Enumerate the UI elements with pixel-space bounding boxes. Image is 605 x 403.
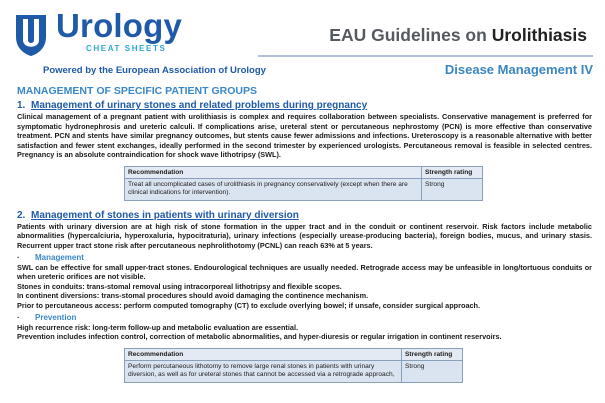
strength-cell: Strong	[422, 178, 483, 200]
table-header-row	[125, 166, 483, 178]
section-1-number: 1.	[17, 100, 26, 111]
recommendation-column-header: Recommendation	[125, 166, 422, 178]
management-label: Management	[35, 252, 84, 262]
section-2-number: 2.	[17, 209, 26, 221]
strength-column-header: Strength rating	[402, 348, 463, 360]
strength-cell: Strong	[402, 360, 463, 382]
section-1-title: Management of urinary stones and related problems during pregnancy	[31, 100, 368, 111]
strength-column-header: Strength rating	[422, 166, 483, 178]
section-1-recommendation-table	[124, 166, 483, 201]
prevention-label: Prevention	[35, 312, 77, 322]
table-row	[125, 178, 483, 200]
guideline-title	[329, 25, 587, 46]
section-2-paragraph: Patients with urinary diversion are at high risk of stone formation in the upper tract and in the conduit or continent reservoir. Risk factors include metabolic abnormalities (hypercalciuria, hyperoxaluria, hypocitraturia), urinary infections (especially urease-producing bacteria), foreign bodies, mucus, and urinary stasis. Recurrent upper tract stone risk after percutaneous nephrolithotomy (PCNL) can reach 63% at 5 years.	[17, 221, 592, 250]
main-content	[17, 85, 592, 391]
main-heading: MANAGEMENT OF SPECIFIC PATIENT GROUPS	[17, 85, 257, 97]
management-line: Stones in conduits: trans-stomal removal using intracorporeal lithotripsy and flexible scopes.	[17, 281, 342, 291]
logo-title: Urology	[56, 7, 183, 44]
management-line: In continent diversions: trans-stomal procedures should avoid damaging the continence mechanism.	[17, 291, 369, 301]
section-2-title: Management of stones in patients with urinary diversion	[31, 209, 299, 221]
header-divider	[258, 55, 593, 57]
section-1-heading	[17, 99, 592, 112]
management-line: SWL can be effective for small upper-tract stones. Endourological techniques are usually needed. Retrograde access may be unfeasible in long/tortuous conduits or when ureteric orifices are not visible.	[17, 262, 592, 282]
urology-logo-icon	[14, 13, 48, 57]
recommendation-cell: Treat all uncomplicated cases of urolithiasis in pregnancy conservatively (except when there are clinical indications for intervention).	[125, 178, 422, 200]
guideline-topic: Urolithiasis	[491, 25, 587, 45]
management-line: Prior to percutaneous access: perform computed tomography (CT) to exclude overlying bowel; if unsafe, consider surgical approach.	[17, 300, 481, 310]
powered-by-text: Powered by the European Association of Urology	[43, 65, 266, 76]
section-2-heading	[17, 209, 592, 222]
bullet-marker: ·	[17, 252, 20, 262]
table-header-row	[125, 348, 463, 360]
prevention-line: High recurrence risk: long-term follow-up and metabolic evaluation are essential.	[17, 322, 298, 332]
prevention-heading	[17, 312, 592, 323]
bullet-marker: ·	[17, 312, 20, 322]
section-1-paragraph: Clinical management of a pregnant patient with urolithiasis is complex and requires collaboration between specialists. Conservative management is preferred for symptomatic hydronephrosis and ureteric calculi. If complications arise, ureteral stent or percutaneous nephrostomy (PCN) is more effective than conservative treatment. PCN and stents have similar pregnancy outcomes, but stents cause fewer admissions and infections. Ureteroscopy is a reasonable alternative with better satisfaction and fewer stent exchanges, ideally performed in the second trimester by experienced urologists. Percutaneous removal is feasible in selected centres. Pregnancy is an absolute contraindication for shock wave lithotripsy (SWL).	[17, 112, 592, 160]
management-heading	[17, 252, 592, 263]
prevention-line: Prevention includes infection control, correction of metabolic abnormalities, and hyper-diuresis or regular irrigation in continent reservoirs.	[17, 332, 502, 342]
logo-subtitle: CHEAT SHEETS	[86, 44, 167, 53]
guideline-prefix: EAU Guidelines on	[329, 25, 487, 45]
table-row	[125, 360, 463, 382]
page-subtitle: Disease Management IV	[444, 62, 593, 77]
recommendation-cell: Perform percutaneous lithotomy to remove large renal stones in patients with urinary diversion, as well as for ureteral stones that cannot be accessed via a retrograde approach,	[125, 360, 402, 382]
page-header	[0, 0, 605, 80]
section-2-recommendation-table	[124, 348, 463, 383]
recommendation-column-header: Recommendation	[125, 348, 402, 360]
